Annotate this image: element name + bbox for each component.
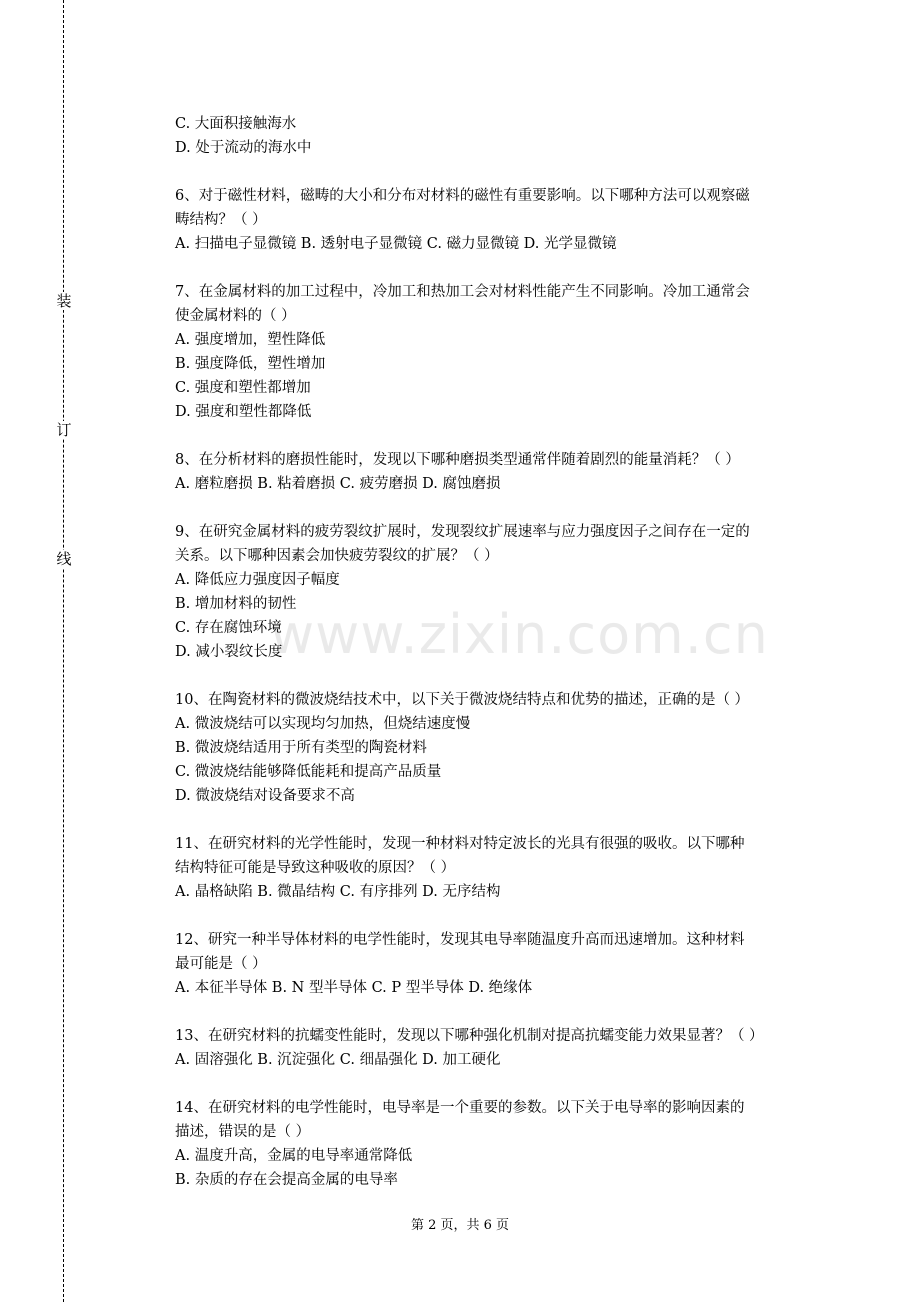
text-line: A. 晶格缺陷 B. 微晶结构 C. 有序排列 D. 无序结构 [175, 884, 501, 900]
watermark: www.zixin.com.cn [270, 603, 769, 666]
text-line: B. 微波烧结适用于所有类型的陶瓷材料 [175, 740, 427, 756]
text-line: C. 强度和塑性都增加 [175, 380, 311, 396]
text-line: B. 强度降低，塑性增加 [175, 356, 326, 372]
text-line: A. 本征半导体 B. N 型半导体 C. P 型半导体 D. 绝缘体 [175, 980, 533, 996]
page-footer: 第 2 页，共 6 页 [410, 1218, 510, 1233]
text-line: D. 减小裂纹长度 [175, 644, 283, 660]
text-line: 6、对于磁性材料，磁畴的大小和分布对材料的磁性有重要影响。以下哪种方法可以观察磁 [175, 188, 750, 204]
text-line: 使金属材料的（ ） [175, 308, 296, 324]
text-line: 10、在陶瓷材料的微波烧结技术中，以下关于微波烧结特点和优势的描述，正确的是（ ） [175, 692, 750, 708]
text-line: C. 微波烧结能够降低能耗和提高产品质量 [175, 764, 442, 780]
blank-line [175, 1000, 820, 1024]
text-line: C. 存在腐蚀环境 [175, 620, 282, 636]
text-line: A. 固溶强化 B. 沉淀强化 C. 细晶强化 D. 加工硬化 [175, 1052, 501, 1068]
text-line: 12、研究一种半导体材料的电学性能时，发现其电导率随温度升高而迅速增加。这种材料 [175, 932, 745, 948]
text-line: B. 增加材料的韧性 [175, 596, 297, 612]
text-line: A. 温度升高，金属的电导率通常降低 [175, 1148, 413, 1164]
blank-line [175, 664, 820, 688]
text-line: D. 微波烧结对设备要求不高 [175, 788, 355, 804]
text-line: 9、在研究金属材料的疲劳裂纹扩展时，发现裂纹扩展速率与应力强度因子之间存在一定的 [175, 524, 750, 540]
text-line: C. 大面积接触海水 [175, 116, 297, 132]
text-line: 8、在分析材料的磨损性能时，发现以下哪种磨损类型通常伴随着剧烈的能量消耗？（ ） [175, 452, 740, 468]
text-line: 14、在研究材料的电学性能时，电导率是一个重要的参数。以下关于电导率的影响因素的 [175, 1100, 745, 1116]
text-line: D. 强度和塑性都降低 [175, 404, 312, 420]
blank-line [175, 496, 820, 520]
binding-dashed-line [63, 0, 64, 1302]
text-line: 畴结构？（ ） [175, 212, 267, 228]
text-line: A. 强度增加，塑性降低 [175, 332, 326, 348]
text-line: 关系。以下哪种因素会加快疲劳裂纹的扩展？（ ） [175, 548, 499, 564]
blank-line [175, 256, 820, 280]
text-line: 13、在研究材料的抗蠕变性能时，发现以下哪种强化机制对提高抗蠕变能力效果显著？（ ） [175, 1028, 764, 1044]
text-line: D. 处于流动的海水中 [175, 140, 312, 156]
blank-line [175, 904, 820, 928]
text-line: A. 降低应力强度因子幅度 [175, 572, 340, 588]
blank-line [175, 808, 820, 832]
binding-label-ding: 订 [56, 421, 72, 439]
text-line: 结构特征可能是导致这种吸收的原因？（ ） [175, 860, 456, 876]
binding-label-xian: 线 [56, 550, 72, 568]
text-line: A. 扫描电子显微镜 B. 透射电子显微镜 C. 磁力显微镜 D. 光学显微镜 [175, 236, 617, 252]
text-line: 7、在金属材料的加工过程中，冷加工和热加工会对材料性能产生不同影响。冷加工通常会 [175, 284, 750, 300]
blank-line [175, 160, 820, 184]
text-line: A. 微波烧结可以实现均匀加热，但烧结速度慢 [175, 716, 471, 732]
text-line: 11、在研究材料的光学性能时，发现一种材料对特定波长的光具有很强的吸收。以下哪种 [175, 836, 745, 852]
text-line: A. 磨粒磨损 B. 粘着磨损 C. 疲劳磨损 D. 腐蚀磨损 [175, 476, 501, 492]
blank-line [175, 424, 820, 448]
binding-label-zhuang: 装 [56, 292, 72, 310]
blank-line [175, 1072, 820, 1096]
text-line: 描述，错误的是（ ） [175, 1124, 311, 1140]
text-line: 最可能是（ ） [175, 956, 267, 972]
question-content [175, 112, 820, 1192]
text-line: B. 杂质的存在会提高金属的电导率 [175, 1172, 398, 1188]
